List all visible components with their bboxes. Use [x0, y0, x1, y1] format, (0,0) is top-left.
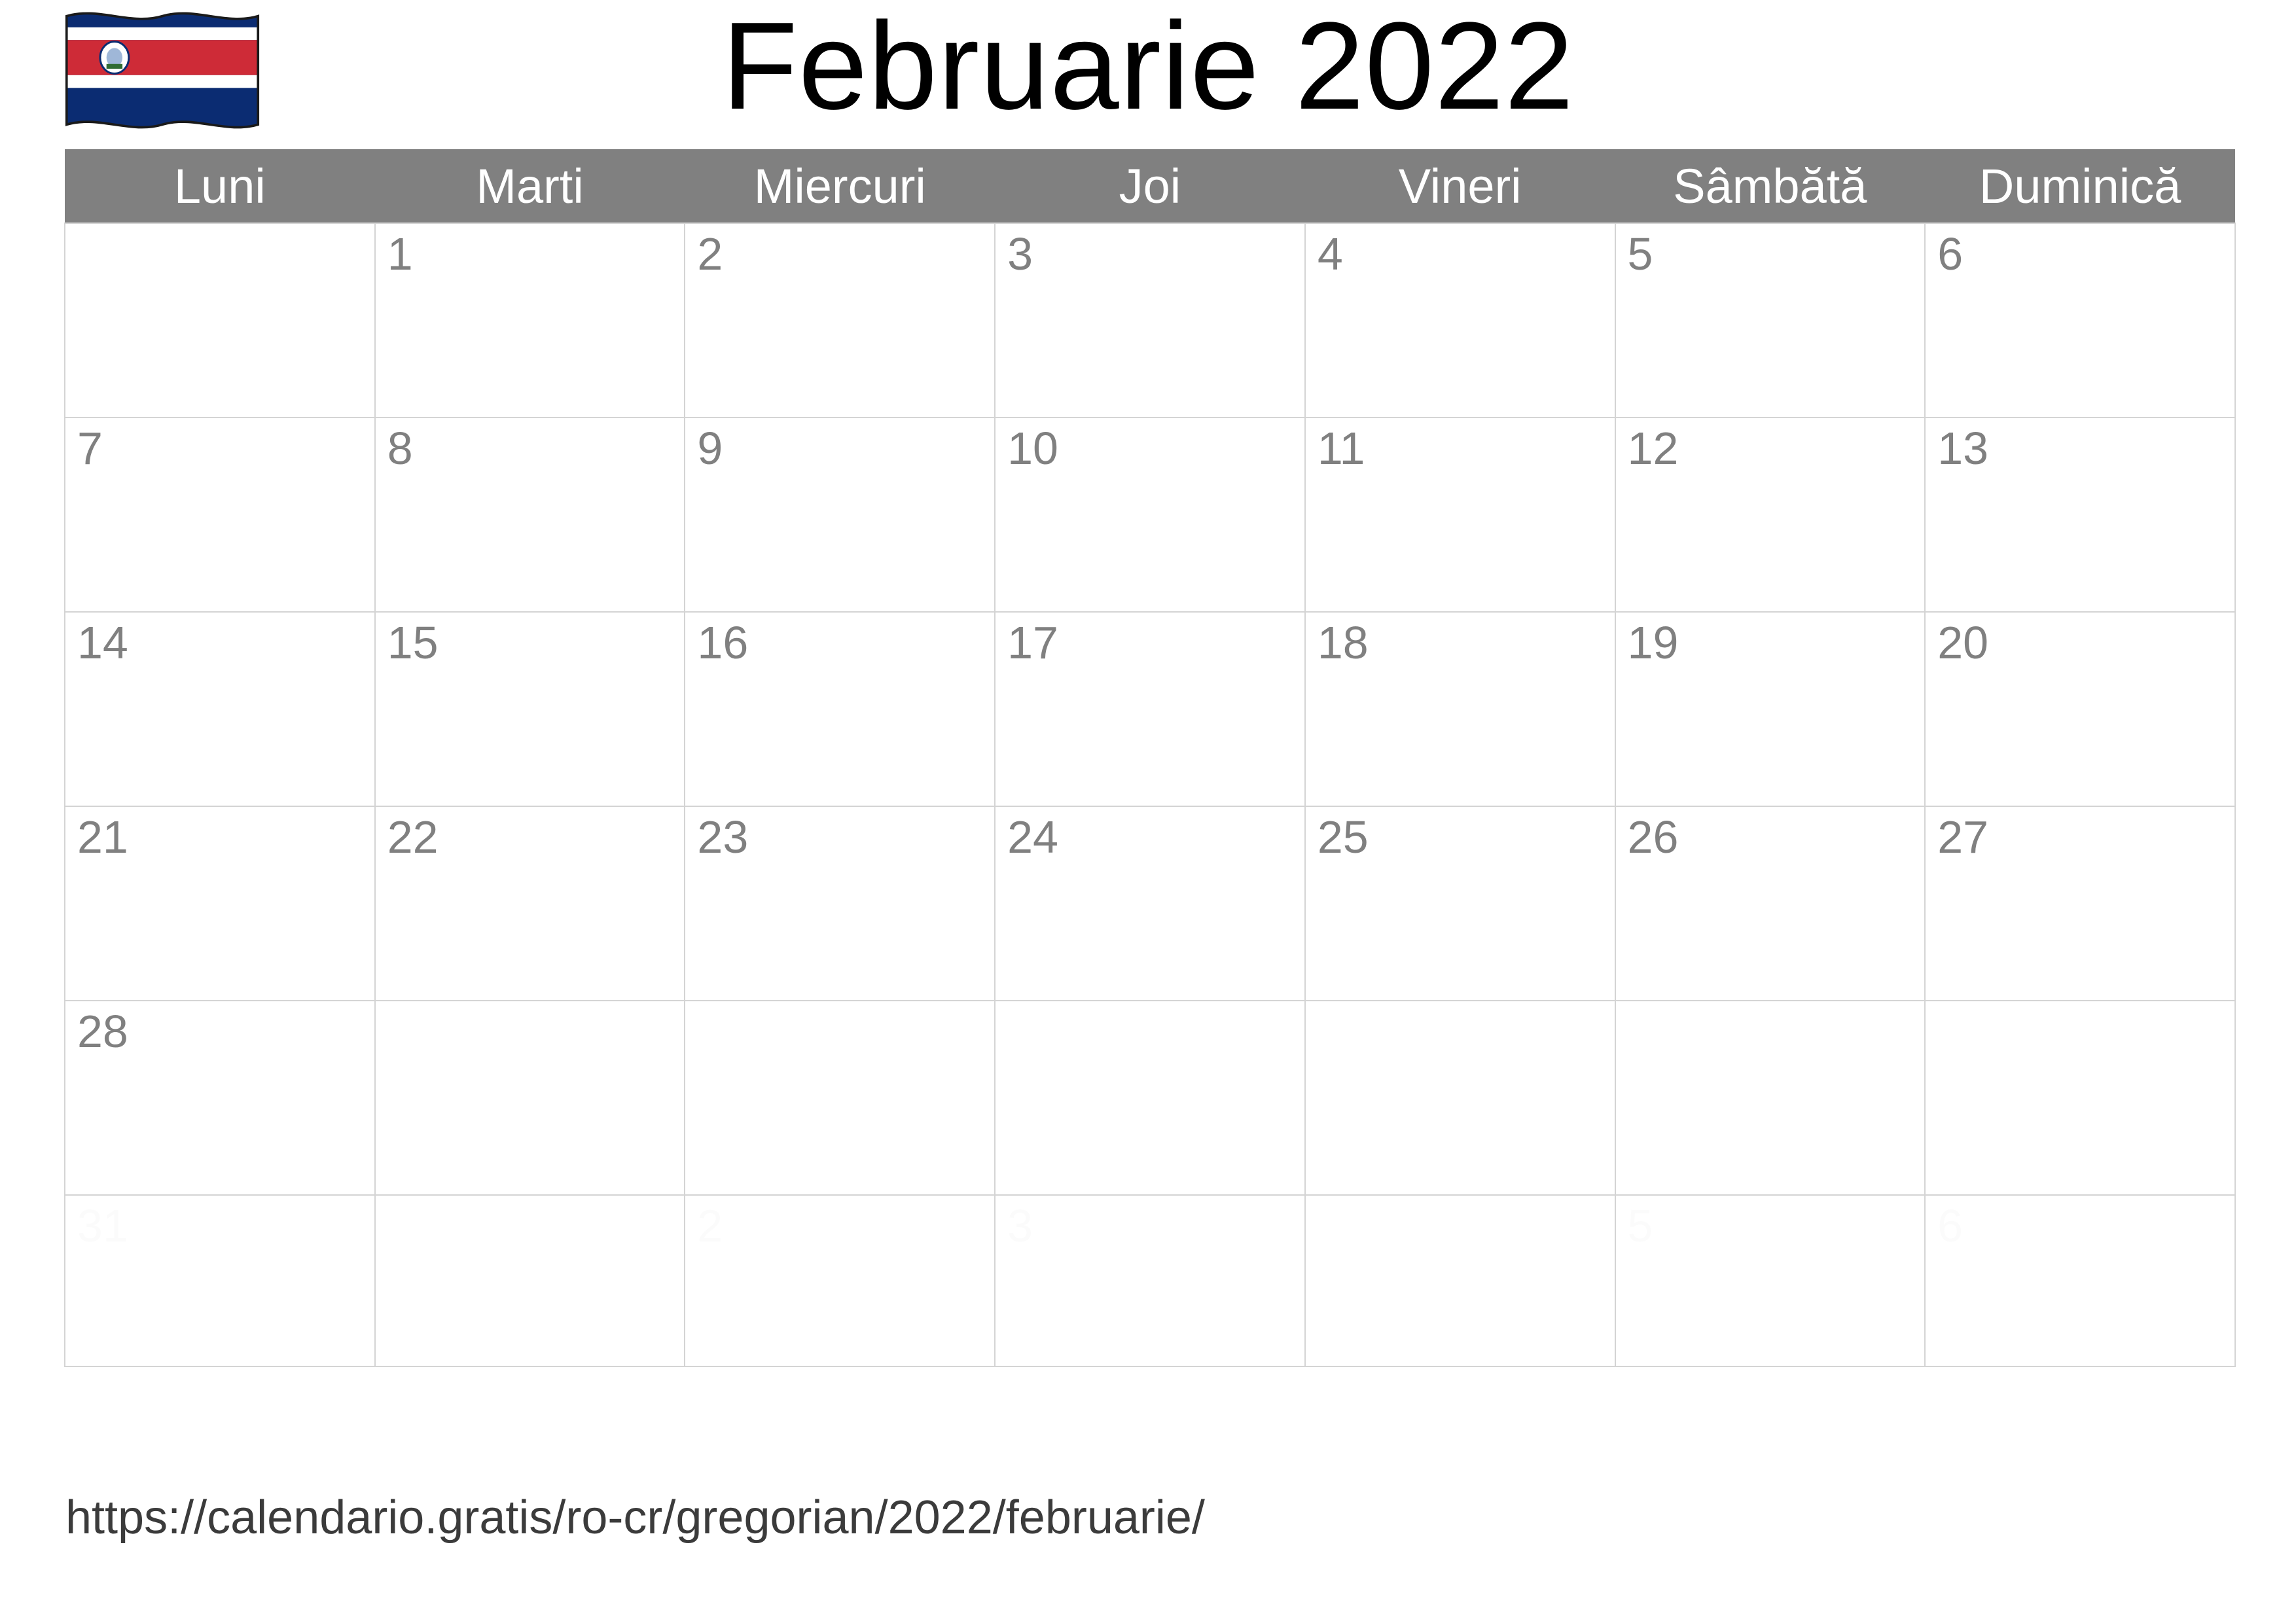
day-number: 21 [77, 812, 128, 863]
day-number: 31 [77, 1200, 128, 1251]
day-number: 3 [1007, 228, 1033, 279]
calendar-day-cell[interactable] [685, 612, 995, 806]
calendar-day-cell[interactable] [1615, 1195, 1926, 1366]
weekday-header-miercuri: Miercuri [685, 149, 995, 223]
calendar-day-cell[interactable] [65, 418, 375, 612]
day-number: 6 [1937, 228, 1964, 279]
calendar-day-cell[interactable] [1925, 223, 2235, 418]
page-title: Februarie 2022 [721, 0, 1575, 135]
weekday-header-row [65, 149, 2235, 223]
calendar-day-cell[interactable] [1925, 806, 2235, 1001]
weekday-header-sambata: Sâmbătă [1615, 149, 1926, 223]
day-number: 10 [1007, 423, 1058, 474]
day-number: 25 [1317, 812, 1369, 863]
day-number: 19 [1627, 617, 1679, 668]
calendar-day-cell[interactable] [685, 223, 995, 418]
calendar-day-cell[interactable] [65, 806, 375, 1001]
calendar-week-row [65, 612, 2235, 806]
calendar-day-cell[interactable] [1305, 418, 1615, 612]
calendar-day-cell[interactable] [995, 1001, 1305, 1195]
calendar-day-cell[interactable] [995, 223, 1305, 418]
calendar-day-cell[interactable] [1925, 418, 2235, 612]
calendar-day-cell[interactable] [65, 1001, 375, 1195]
day-number: 18 [1317, 617, 1369, 668]
day-number: 2 [697, 1200, 723, 1251]
calendar-day-cell[interactable] [685, 418, 995, 612]
day-number: 4 [1317, 228, 1343, 279]
calendar-day-cell[interactable] [1305, 1001, 1615, 1195]
calendar-day-cell[interactable] [1305, 223, 1615, 418]
calendar-week-row-overflow [65, 1195, 2235, 1366]
day-number: 22 [387, 812, 439, 863]
calendar-day-cell[interactable] [65, 1195, 375, 1366]
calendar-day-cell[interactable] [1305, 1195, 1615, 1366]
calendar-day-cell[interactable] [1615, 223, 1926, 418]
day-number: 24 [1007, 812, 1058, 863]
calendar-day-cell[interactable] [1615, 806, 1926, 1001]
day-number: 12 [1627, 423, 1679, 474]
day-number: 6 [1937, 1200, 1964, 1251]
day-number: 23 [697, 812, 749, 863]
calendar-day-cell[interactable] [1305, 806, 1615, 1001]
calendar-day-cell[interactable] [995, 806, 1305, 1001]
calendar-day-cell[interactable] [685, 806, 995, 1001]
day-number: 1 [387, 228, 413, 279]
day-number: 5 [1627, 1200, 1653, 1251]
calendar-day-cell[interactable] [995, 1195, 1305, 1366]
calendar-day-cell[interactable] [65, 223, 375, 418]
day-number: 28 [77, 1006, 128, 1057]
weekday-header-joi: Joi [995, 149, 1305, 223]
day-number: 7 [77, 423, 103, 474]
calendar-day-cell[interactable] [1925, 612, 2235, 806]
day-number: 11 [1317, 423, 1365, 474]
calendar-day-cell[interactable] [685, 1001, 995, 1195]
weekday-header-duminica: Duminică [1925, 149, 2235, 223]
calendar-day-cell[interactable] [1925, 1001, 2235, 1195]
calendar-week-row [65, 223, 2235, 418]
calendar-day-cell[interactable] [995, 418, 1305, 612]
day-number: 17 [1007, 617, 1058, 668]
calendar-day-cell[interactable] [1615, 418, 1926, 612]
day-number: 27 [1937, 812, 1989, 863]
calendar-day-cell[interactable] [1615, 1001, 1926, 1195]
calendar-week-row [65, 1001, 2235, 1195]
calendar-day-cell[interactable] [375, 1001, 685, 1195]
day-number: 14 [77, 617, 128, 668]
calendar-day-cell[interactable] [375, 612, 685, 806]
source-url[interactable]: https://calendario.gratis/ro-cr/gregorian/2022/februarie/ [65, 1491, 1205, 1544]
weekday-header-luni: Luni [65, 149, 375, 223]
calendar-day-cell[interactable] [375, 223, 685, 418]
calendar-day-cell[interactable] [1615, 612, 1926, 806]
weekday-header-marti: Marti [375, 149, 685, 223]
calendar-day-cell[interactable] [375, 418, 685, 612]
page-header [0, 0, 2296, 147]
day-number: 13 [1937, 423, 1989, 474]
calendar-day-cell[interactable] [685, 1195, 995, 1366]
calendar-day-cell[interactable] [375, 1195, 685, 1366]
month-calendar [64, 149, 2236, 1367]
day-number: 3 [1007, 1200, 1033, 1251]
day-number: 5 [1627, 228, 1653, 279]
calendar-week-row [65, 806, 2235, 1001]
calendar-day-cell[interactable] [995, 612, 1305, 806]
calendar-day-cell[interactable] [1305, 612, 1615, 806]
day-number: 26 [1627, 812, 1679, 863]
day-number: 16 [697, 617, 749, 668]
calendar-week-row [65, 418, 2235, 612]
day-number: 9 [697, 423, 723, 474]
calendar-day-cell[interactable] [1925, 1195, 2235, 1366]
day-number: 15 [387, 617, 439, 668]
day-number: 8 [387, 423, 413, 474]
weekday-header-vineri: Vineri [1305, 149, 1615, 223]
calendar-day-cell[interactable] [375, 806, 685, 1001]
day-number: 20 [1937, 617, 1989, 668]
day-number: 2 [697, 228, 723, 279]
calendar-day-cell[interactable] [65, 612, 375, 806]
